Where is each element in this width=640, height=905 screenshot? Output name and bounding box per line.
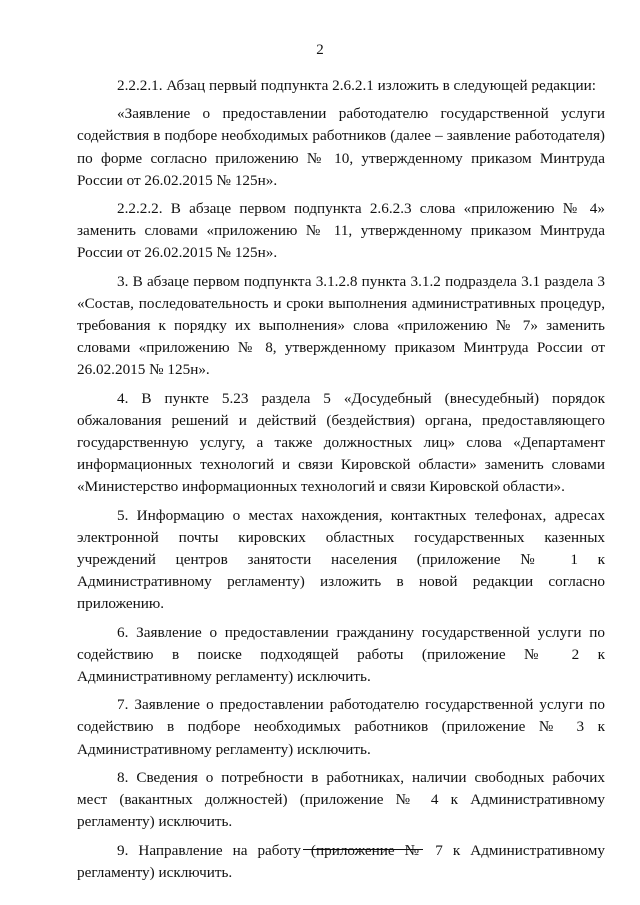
- paragraph-quote-application: «Заявление о предоставлении работодателю государственной услуги содействия в подборе необходимых работников (далее – заявление работодателя) по форме согласно приложению № 10, утвержденному приказом Минтруда России от 26.02.2015 № 125н».: [77, 105, 605, 189]
- paragraph-9: 9. Направление на работу (приложение № 7 к Административному регламенту) исключить.: [77, 841, 605, 881]
- paragraph-7: 7. Заявление о предоставлении работодателю государственной услуги по содействию в подборе необходимых работников (приложение № 3 к Административному регламенту) исключить.: [77, 696, 605, 758]
- paragraph-2-2-2-1: 2.2.2.1. Абзац первый подпункта 2.6.2.1 изложить в следующей редакции:: [117, 77, 597, 94]
- paragraph-8: 8. Сведения о потребности в работниках, наличии свободных рабочих мест (вакантных должностей) (приложение № 4 к Административному регламенту) исключить.: [77, 768, 605, 831]
- paragraph-5: 5. Информацию о местах нахождения, контактных телефонах, адресах электронной почты кировских областных государственных казенных учреждений центров занятости населения (приложение № 1 к Административному регламенту) изложить в новой редакции согласно приложению.: [77, 506, 605, 613]
- paragraph-4: 4. В пункте 5.23 раздела 5 «Досудебный (внесудебный) порядок обжалования решений и действий (бездействия) органа, предоставляющего государственную услугу, а также должностных лиц» слова «Департамент информационных технологий и связи Кировской области» заменить словами «Министерство информационных технологий и связи Кировской области».: [77, 389, 605, 496]
- page-number: 2: [316, 42, 324, 58]
- paragraph-6: 6. Заявление о предоставлении гражданину государственной услуги по содействию в поиске подходящей работы (приложение № 2 к Административному регламенту) исключить.: [77, 623, 605, 686]
- closing-rule-divider: [303, 849, 423, 850]
- paragraph-3: 3. В абзаце первом подпункта 3.1.2.8 пункта 3.1.2 подраздела 3.1 раздела 3 «Состав, последовательность и сроки выполнения административных процедур, требования к порядку их выполнения» слова «приложению № 7» заменить словами «приложению № 8, утвержденному приказом Минтруда России от 26.02.2015 № 125н».: [77, 272, 605, 379]
- document-body: [77, 75, 605, 890]
- paragraph-2-2-2-2: 2.2.2.2. В абзаце первом подпункта 2.6.2.3 слова «приложению № 4» заменить словами «приложению № 11, утвержденному приказом Минтруда России от 26.02.2015 № 125н».: [77, 200, 605, 262]
